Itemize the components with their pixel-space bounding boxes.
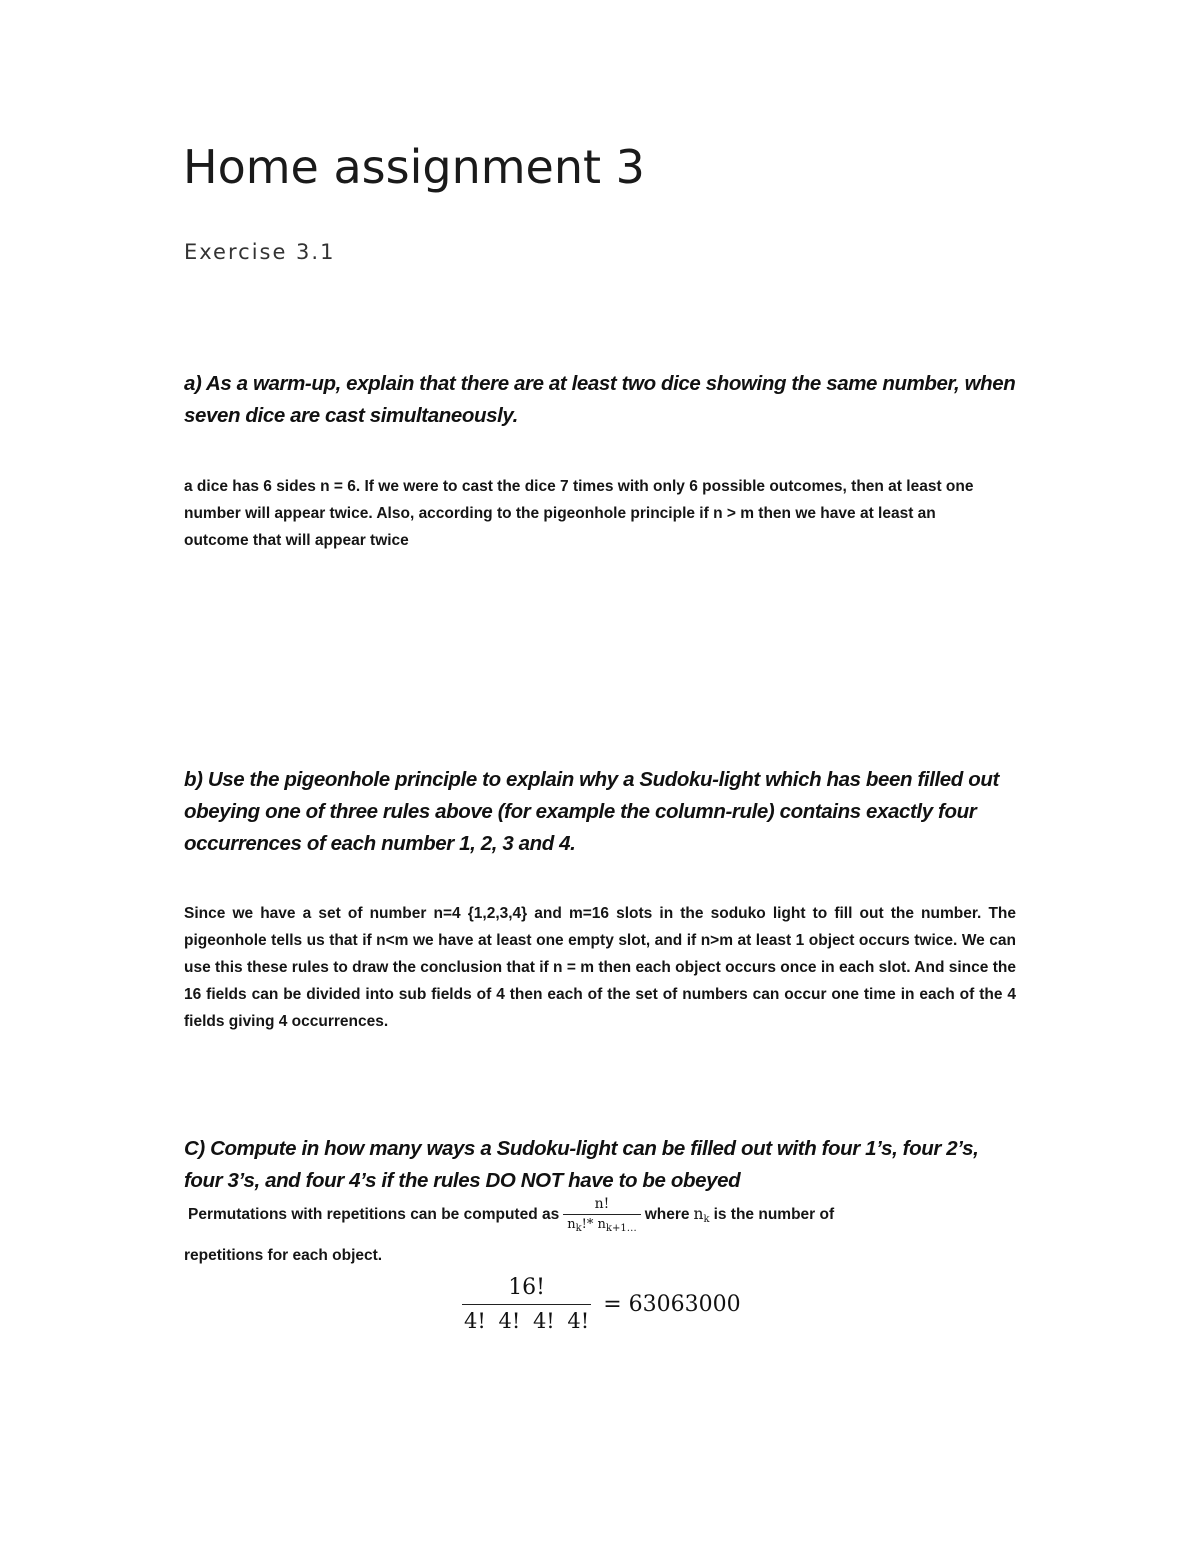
nk-symbol: $n_k$ [693,1205,710,1225]
exercise-heading: Exercise 3.1 [184,240,336,264]
answer-c-suffix: is the number of [713,1206,835,1223]
permutation-formula [563,1196,640,1234]
result-value: = 63063000 [603,1291,741,1317]
answer-a: a dice has 6 sides n = 6. If we were to cast the dice 7 times with only 6 possible outcomes, then at least one number will appear twice. Also, according to the pigeonhole principle if n > m then we have at least an outcome that will appear twice [184,478,974,549]
answer-c-formula-line [188,1196,834,1234]
page-title: Home assignment 3 [183,140,645,194]
question-c: C) Compute in how many ways a Sudoku-light can be filled out with four 1’s, four 2’s, four 3’s, and four 4’s if the rules DO NOT have to be obeyed [184,1137,979,1192]
answer-b: Since we have a set of number n=4 {1,2,3,4} and m=16 slots in the soduko light to fill out the number. The pigeonhole tells us that if n<m we have at least one empty slot, and if n>m at least 1 object occurs twice. We can use this these rules to draw the conclusion that if n = m then each object occurs once in each slot. And since the 16 fields can be divided into sub fields of 4 then each of the set of numbers can occur one time in each of the 4 fields giving 4 occurrences. [184,905,1016,1030]
answer-c-prefix: Permutations with repetitions can be computed as [188,1206,560,1223]
formula-denominator: $n_k!*$ $n_{k+1\dots}$ [563,1214,640,1234]
result-numerator: 16! [508,1275,546,1300]
formula-numerator: n! [594,1196,610,1212]
answer-c-where: where [644,1206,690,1223]
result-equation [458,1275,741,1333]
question-a: a) As a warm-up, explain that there are at least two dice showing the same number, when seven dice are cast simultaneously. [184,372,1016,427]
result-denominator: 4! 4! 4! 4! [462,1304,591,1333]
result-fraction [462,1275,591,1333]
question-b: b) Use the pigeonhole principle to explain why a Sudoku-light which has been filled out obeying one of three rules above (for example the column-rule) contains exactly four occurrences of each number 1, 2, 3 and 4. [184,768,999,855]
answer-c-line2: repetitions for each object. [184,1247,383,1264]
